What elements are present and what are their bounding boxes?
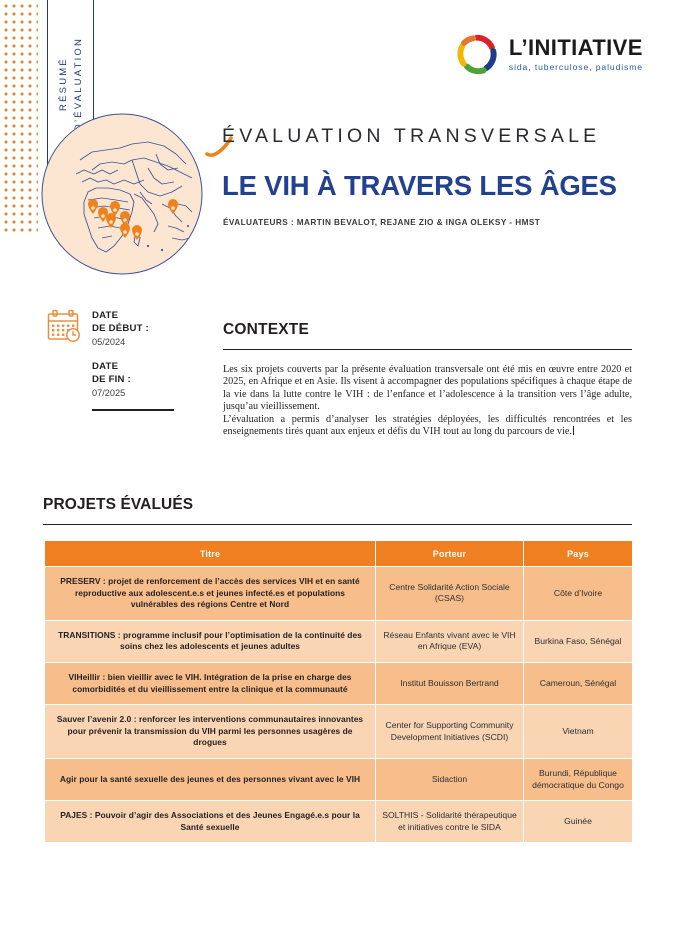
end-date-value: 07/2025	[92, 388, 126, 398]
context-divider	[223, 349, 632, 350]
cell-titre: PRESERV : projet de renforcement de l’accès des services VIH et en santé reproductive aux adolescent.e.s et jeunes infecté.es et populations vulnérables des régions Centre et Nord	[45, 567, 376, 621]
context-heading: CONTEXTE	[223, 321, 309, 338]
column-header-porteur: Porteur	[376, 541, 524, 567]
cell-porteur: SOLTHIS - Solidarité thérapeutique et initiatives contre le SIDA	[376, 801, 524, 843]
table-row	[45, 567, 633, 621]
cell-pays: Côte d’Ivoire	[524, 567, 633, 621]
logo-tagline: sida, tuberculose, paludisme	[508, 61, 643, 72]
logo-name: L’INITIATIVE	[508, 34, 643, 60]
column-header-pays: Pays	[524, 541, 633, 567]
table-row	[45, 758, 633, 800]
cell-porteur: Center for Supporting Community Development Initiatives (SCDI)	[376, 705, 524, 759]
context-paragraph-1: Les six projets couverts par la présente évaluation transversale ont été mis en œuvre entre 2020 et 2025, en Afrique et en Asie. Ils visent à accompagner des populations spécifiques à chaque étape de la vie dans la lutte contre le VIH : de l’enfance et l’adolescence à la transition vers l’âge adulte, jusqu’au vieillissement.	[223, 364, 632, 413]
table-row	[45, 620, 633, 662]
evaluators-line: ÉVALUATEURS : MARTIN BEVALOT, REJANE ZIO & INGA OLEKSY - HMST	[223, 218, 541, 227]
end-date-label-1: DATE	[92, 361, 119, 372]
cell-titre: Sauver l’avenir 2.0 : renforcer les interventions communautaires innovantes pour prévenir la transmission du VIH parmi les personnes usagères de drogues	[45, 705, 376, 759]
cell-titre: TRANSITIONS : programme inclusif pour l’optimisation de la continuité des soins chez les adolescents et jeunes adultes	[45, 620, 376, 662]
dates-block	[92, 310, 192, 401]
cell-pays: Burkina Faso, Sénégal	[524, 620, 633, 662]
text-cursor	[573, 426, 574, 435]
projects-table-body	[45, 567, 633, 843]
table-row	[45, 705, 633, 759]
context-body	[223, 364, 632, 438]
calendar-clock-icon	[44, 307, 82, 345]
cell-porteur: Institut Bouisson Bertrand	[376, 662, 524, 704]
dot-grid-decoration	[0, 0, 38, 232]
start-date-value: 05/2024	[92, 337, 126, 347]
cell-porteur: Sidaction	[376, 758, 524, 800]
table-row	[45, 662, 633, 704]
report-eyebrow: ÉVALUATION TRANSVERSALE	[222, 125, 601, 147]
globe-world-map-illustration	[36, 108, 208, 280]
cell-porteur: Centre Solidarité Action Sociale (CSAS)	[376, 567, 524, 621]
initiative-logo-mark-icon	[454, 31, 500, 77]
cell-titre: VIHeillir : bien vieillir avec le VIH. Intégration de la prise en charge des comorbidités et du vieillissement entre la clinique et la communauté	[45, 662, 376, 704]
projects-divider	[43, 524, 632, 525]
start-date-label-2: DE DÉBUT :	[92, 322, 149, 334]
cell-titre: PAJES : Pouvoir d’agir des Associations et des Jeunes Engagé.e.s pour la Santé sexuelle	[45, 801, 376, 843]
page-title: LE VIH À TRAVERS LES ÂGES	[222, 170, 617, 201]
table-row	[45, 801, 633, 843]
column-header-titre: Titre	[45, 541, 376, 567]
table-header-row	[45, 541, 633, 567]
projects-heading: PROJETS ÉVALUÉS	[43, 496, 194, 513]
cell-titre: Agir pour la santé sexuelle des jeunes et des personnes vivant avec le VIH	[45, 758, 376, 800]
cell-pays: Vietnam	[524, 705, 633, 759]
initiative-logo	[454, 31, 643, 77]
side-label-line-1: RÉSUMÉ	[57, 57, 69, 111]
projects-table	[44, 540, 633, 843]
context-paragraph-2: L’évaluation a permis d’analyser les stratégies déployées, les difficultés rencontrées et les enseignements tirés quant aux enjeux et défis du VIH tout au long du parcours de vie.	[223, 413, 632, 438]
cell-pays: Guinée	[524, 801, 633, 843]
side-label-line-2: D’ÉVALUATION	[72, 36, 84, 132]
cell-porteur: Réseau Enfants vivant avec le VIH en Afrique (EVA)	[376, 620, 524, 662]
cell-pays: Cameroun, Sénégal	[524, 662, 633, 704]
cell-pays: Burundi, République démocratique du Congo	[524, 758, 633, 800]
dates-divider	[92, 409, 174, 411]
end-date-label-2: DE FIN :	[92, 373, 131, 385]
start-date-label-1: DATE	[92, 310, 119, 321]
